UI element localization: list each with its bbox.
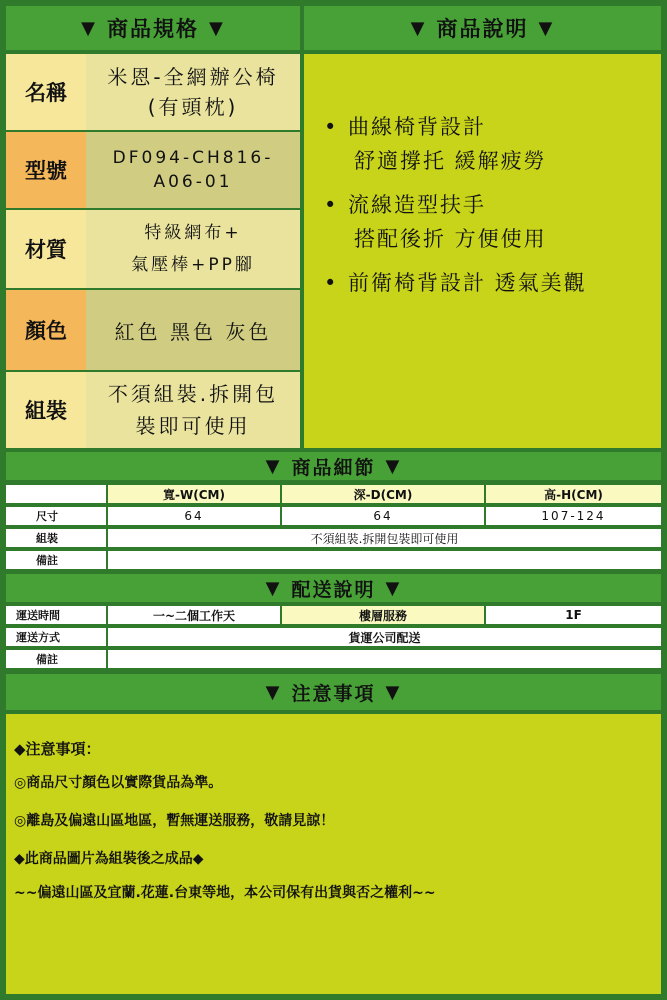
- empty-cell: [6, 485, 106, 503]
- detail-remark-label: 備註: [6, 551, 106, 569]
- model-value-line2: A06-01: [153, 172, 233, 192]
- description-line: 流線造型扶手: [348, 193, 486, 217]
- bullet: •: [324, 115, 339, 139]
- delivery-method-value: 貨運公司配送: [108, 628, 661, 646]
- width-header: 寬-W(CM): [108, 485, 280, 503]
- detail-head-row: [6, 485, 661, 503]
- height-value: 107-124: [486, 507, 661, 525]
- detail-remark-value: [108, 551, 661, 569]
- note-item: ◎商品尺寸顏色以實際貨品為準。: [14, 775, 223, 791]
- floor-service-label: 樓層服務: [282, 606, 484, 624]
- notes-header-text: 注意事項: [291, 682, 376, 705]
- depth-value: 64: [282, 507, 484, 525]
- name-value-line2: (有頭枕): [147, 95, 239, 119]
- depth-header: 深-D(CM): [282, 485, 484, 503]
- delivery-header-text: 配送說明: [291, 578, 376, 601]
- triangle-down-icon: ▼: [209, 17, 225, 39]
- detail-header: [6, 452, 661, 480]
- delivery-time-value: 一~二個工作天: [108, 606, 280, 624]
- triangle-down-icon: ▼: [265, 577, 282, 599]
- triangle-down-icon: ▼: [385, 455, 402, 477]
- detail-assembly-value: 不須組裝.拆開包裝即可使用: [108, 529, 661, 547]
- height-header: 高-H(CM): [486, 485, 661, 503]
- assembly-label: 組裝: [6, 372, 86, 448]
- description-item: [324, 110, 547, 178]
- floor-service-value: 1F: [486, 606, 661, 624]
- material-value-line1: 特級網布+: [144, 223, 242, 243]
- desc-header-text: 商品說明: [436, 17, 529, 41]
- assembly-value-line1: 不須組裝.拆開包: [107, 382, 279, 406]
- size-row: [6, 507, 661, 525]
- notes-panel: [6, 714, 661, 994]
- size-label: 尺寸: [6, 507, 106, 525]
- name-value: [86, 54, 300, 130]
- triangle-down-icon: ▼: [410, 17, 427, 39]
- bullet: •: [324, 193, 339, 217]
- name-value-line1: 米恩-全網辦公椅: [107, 65, 279, 89]
- detail-remark-row: [6, 551, 661, 569]
- material-label: 材質: [6, 210, 86, 288]
- material-value-line2: 氣壓棒+PP腳: [131, 255, 255, 275]
- description-item: [324, 188, 547, 256]
- delivery-method-row: [6, 628, 661, 646]
- detail-header-text: 商品細節: [291, 456, 376, 479]
- assembly-value: [86, 372, 300, 448]
- delivery-remark-value: [108, 650, 661, 668]
- note-item: ◆此商品圖片為組裝後之成品◆: [14, 851, 204, 867]
- model-label: 型號: [6, 132, 86, 208]
- description-panel: [304, 54, 661, 448]
- model-value-line1: DF094-CH816-: [112, 148, 274, 168]
- desc-header: [304, 6, 661, 50]
- width-value: 64: [108, 507, 280, 525]
- spec-header-text: 商品規格: [107, 17, 199, 41]
- delivery-method-label: 運送方式: [6, 628, 106, 646]
- color-label: 顏色: [6, 290, 86, 370]
- material-value: [86, 210, 300, 288]
- triangle-down-icon: ▼: [265, 455, 282, 477]
- triangle-down-icon: ▼: [81, 17, 97, 39]
- triangle-down-icon: ▼: [538, 17, 555, 39]
- delivery-remark-row: [6, 650, 661, 668]
- note-item: ◆注意事項：: [14, 740, 101, 758]
- delivery-remark-label: 備註: [6, 650, 106, 668]
- note-item: ◎離島及偏遠山區地區，暫無運送服務，敬請見諒！: [14, 813, 335, 829]
- triangle-down-icon: ▼: [265, 681, 282, 703]
- description-line: 前衛椅背設計 透氣美觀: [348, 271, 587, 295]
- assembly-value-line2: 裝即可使用: [135, 414, 251, 438]
- delivery-header: [6, 574, 661, 602]
- delivery-time-label: 運送時間: [6, 606, 106, 624]
- detail-assembly-label: 組裝: [6, 529, 106, 547]
- triangle-down-icon: ▼: [385, 577, 402, 599]
- notes-header: [6, 674, 661, 710]
- name-label: 名稱: [6, 54, 86, 130]
- note-item: ~~偏遠山區及宜蘭.花蓮.台東等地，本公司保有出貨與否之權利~~: [14, 885, 436, 901]
- description-item: [324, 266, 587, 300]
- model-value: [86, 132, 300, 208]
- delivery-time-row: [6, 606, 661, 624]
- detail-assembly-row: [6, 529, 661, 547]
- description-line: 舒適撐托 緩解疲勞: [354, 149, 547, 173]
- description-line: 搭配後折 方便使用: [354, 227, 547, 251]
- bullet: •: [324, 271, 339, 295]
- description-line: 曲線椅背設計: [348, 115, 486, 139]
- triangle-down-icon: ▼: [385, 681, 402, 703]
- spec-header: [6, 6, 300, 50]
- color-value: 紅色 黑色 灰色: [86, 290, 300, 370]
